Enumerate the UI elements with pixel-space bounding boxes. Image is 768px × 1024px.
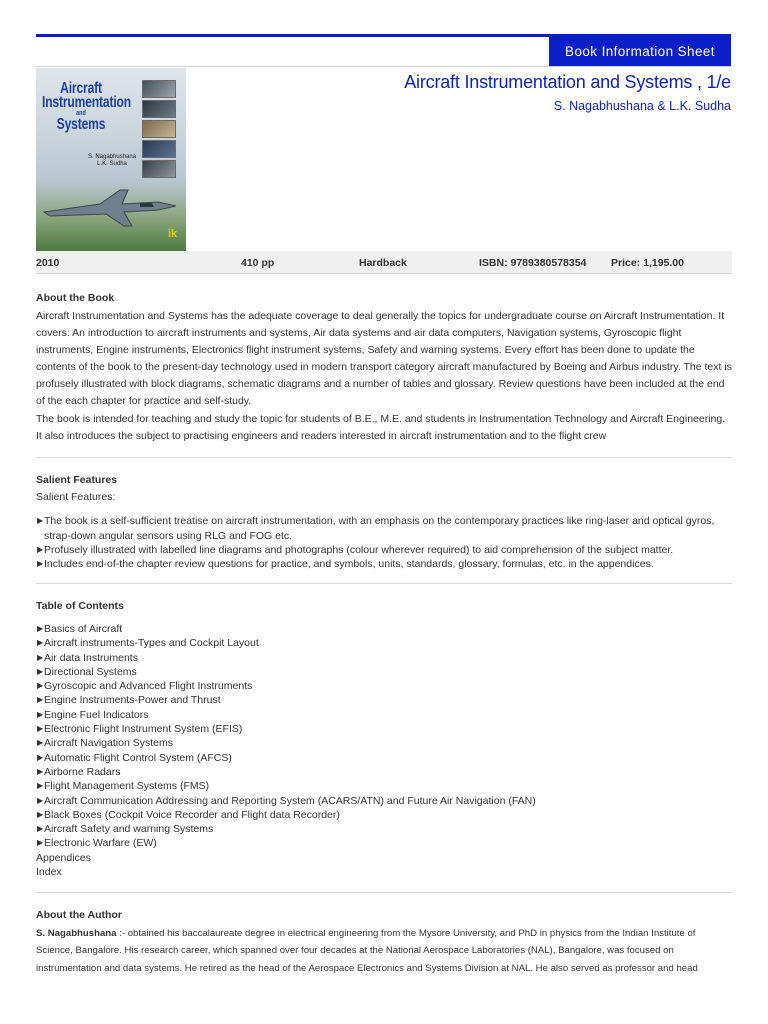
section-divider bbox=[36, 457, 732, 458]
triangle-right-icon: ▶ bbox=[37, 516, 44, 526]
meta-rule bbox=[36, 273, 732, 274]
cover-photo-strip bbox=[142, 80, 176, 180]
toc-list bbox=[36, 622, 732, 851]
about-book-section bbox=[36, 291, 732, 445]
triangle-right-icon: ▶ bbox=[37, 795, 44, 805]
toc-heading: Table of Contents bbox=[36, 600, 124, 612]
toc-item: ▶ Electronic Warfare (EW) bbox=[37, 837, 157, 850]
salient-list bbox=[36, 514, 732, 571]
triangle-right-icon: ▶ bbox=[37, 824, 44, 834]
toc-extra-item: Index bbox=[36, 866, 62, 879]
toc-section bbox=[36, 599, 732, 879]
meta-isbn: ISBN: 9789380578354 bbox=[479, 257, 587, 269]
salient-item: ▶ The book is a self-sufficient treatise on aircraft instrumentation, with an emphasis on the contemporary practices like ring-laser and optical gyros, strap-down angular sensors using RLG and FOG etc. bbox=[37, 515, 715, 542]
triangle-right-icon: ▶ bbox=[37, 559, 44, 569]
toc-extra-item: Appendices bbox=[36, 851, 91, 864]
toc-item: ▶ Airborne Radars bbox=[37, 765, 121, 778]
triangle-right-icon: ▶ bbox=[37, 652, 44, 662]
book-title: Aircraft Instrumentation and Systems , 1/e bbox=[404, 72, 731, 92]
triangle-right-icon: ▶ bbox=[37, 666, 44, 676]
toc-item: ▶ Aircraft instruments-Types and Cockpit Layout bbox=[37, 637, 259, 650]
triangle-right-icon: ▶ bbox=[37, 766, 44, 776]
cover-authors: S. Nagabhushana L.K. Sudha bbox=[88, 154, 137, 167]
book-cover-image bbox=[36, 68, 186, 251]
section-divider bbox=[36, 892, 732, 893]
meta-pages: 410 pp bbox=[241, 257, 275, 269]
meta-binding: Hardback bbox=[359, 257, 407, 269]
toc-item: ▶ Flight Management Systems (FMS) bbox=[37, 780, 210, 793]
salient-item: ▶ Includes end-of-the chapter review questions for practice, and symbols, units, standards, glossary, formulas, etc. in the appendices. bbox=[37, 558, 654, 571]
triangle-right-icon: ▶ bbox=[37, 738, 44, 748]
toc-extras bbox=[36, 851, 732, 880]
triangle-right-icon: ▶ bbox=[37, 781, 44, 791]
toc-item: ▶ Aircraft Navigation Systems bbox=[37, 737, 173, 750]
header-rule bbox=[36, 66, 732, 67]
toc-item: ▶ Engine Fuel Indicators bbox=[37, 708, 149, 721]
toc-item: ▶ Automatic Flight Control System (AFCS) bbox=[37, 751, 232, 764]
triangle-right-icon: ▶ bbox=[37, 695, 44, 705]
sheet-badge: Book Information Sheet bbox=[549, 36, 731, 66]
triangle-right-icon: ▶ bbox=[37, 638, 44, 648]
about-author-section bbox=[36, 908, 732, 977]
toc-item: ▶ Engine Instruments-Power and Thrust bbox=[37, 694, 221, 707]
triangle-right-icon: ▶ bbox=[37, 709, 44, 719]
salient-item: ▶ Profusely illustrated with labelled line diagrams and photographs (colour wherever required) to aid comprehension of the subject matter. bbox=[37, 543, 674, 556]
triangle-right-icon: ▶ bbox=[37, 752, 44, 762]
toc-item: ▶ Gyroscopic and Advanced Flight Instruments bbox=[37, 680, 253, 693]
triangle-right-icon: ▶ bbox=[37, 624, 44, 633]
about-book-para-2: The book is intended for teaching and study the topic for students of B.E., M.E. and students in Instrumentation Technology and Aircraft Engineering. It also introduces the subject to practising engineers and readers interested in aircraft instrumentation and to the flight crew bbox=[36, 412, 726, 442]
triangle-right-icon: ▶ bbox=[37, 838, 44, 848]
meta-price: Price: 1,195.00 bbox=[611, 257, 684, 269]
author-name: S. Nagabhushana bbox=[36, 928, 117, 939]
toc-item: ▶ Aircraft Safety and warning Systems bbox=[37, 823, 214, 836]
meta-year: 2010 bbox=[36, 257, 60, 269]
about-book-para-1: Aircraft Instrumentation and Systems has the adequate coverage to deal generally the topics for undergraduate course on Aircraft Instrumentation. It covers: An introduction to aircraft instruments and systems, Air data systems and air data computers, Navigation systems, Gyroscopic flight instruments, Engine instruments, Electronics flight instrument systems, Safety and warning systems. Every effort has been done to update the contents of the book to the present-day technology used in modern transport category aircraft manufactured by Boeing and Airbus industry. The text is profusely illustrated with block diagrams, schematic diagrams and a number of tables and glossary. Review questions have been included at the end of the each chapter for practice and self-study. bbox=[36, 310, 732, 408]
triangle-right-icon: ▶ bbox=[37, 809, 44, 819]
toc-item: ▶ Electronic Flight Instrument System (EFIS) bbox=[37, 723, 243, 736]
toc-item: ▶ Aircraft Communication Addressing and Reporting System (ACARS/ATN) and Future Air Navigation (FAN) bbox=[37, 794, 536, 807]
salient-intro: Salient Features: bbox=[36, 491, 116, 503]
book-meta-row bbox=[36, 251, 732, 273]
triangle-right-icon: ▶ bbox=[37, 724, 44, 734]
toc-item: ▶ Basics of Aircraft bbox=[37, 623, 123, 635]
salient-features-section bbox=[36, 473, 732, 571]
cover-title: Aircraft Instrumentation and Systems bbox=[42, 80, 132, 133]
about-book-heading: About the Book bbox=[36, 292, 115, 304]
triangle-right-icon: ▶ bbox=[37, 681, 44, 691]
section-divider bbox=[36, 583, 732, 584]
toc-item: ▶ Air data Instruments bbox=[37, 651, 138, 664]
about-author-heading: About the Author bbox=[36, 909, 122, 921]
toc-item: ▶ Black Boxes (Cockpit Voice Recorder and Flight data Recorder) bbox=[37, 808, 340, 821]
about-author-text: S. Nagabhushana :- obtained his baccalaureate degree in electrical engineering from the Mysore University, and PhD in physics from the Indian Institute of Science, Bangalore. His research career, which spanned over four decades at the National Aerospace Laboratories (NAL), Bangalore, was focused on instrumentation and data systems. He retired as the head of the Aerospace Electronics and Systems Division at NAL. He also served as professor and head bbox=[36, 928, 698, 974]
jet-fighter-icon bbox=[40, 182, 180, 232]
toc-item: ▶ Directional Systems bbox=[37, 665, 137, 678]
publisher-logo: ik bbox=[168, 228, 178, 240]
salient-heading: Salient Features bbox=[36, 474, 118, 486]
triangle-right-icon: ▶ bbox=[37, 544, 44, 554]
book-authors: S. Nagabhushana & L.K. Sudha bbox=[553, 99, 731, 113]
